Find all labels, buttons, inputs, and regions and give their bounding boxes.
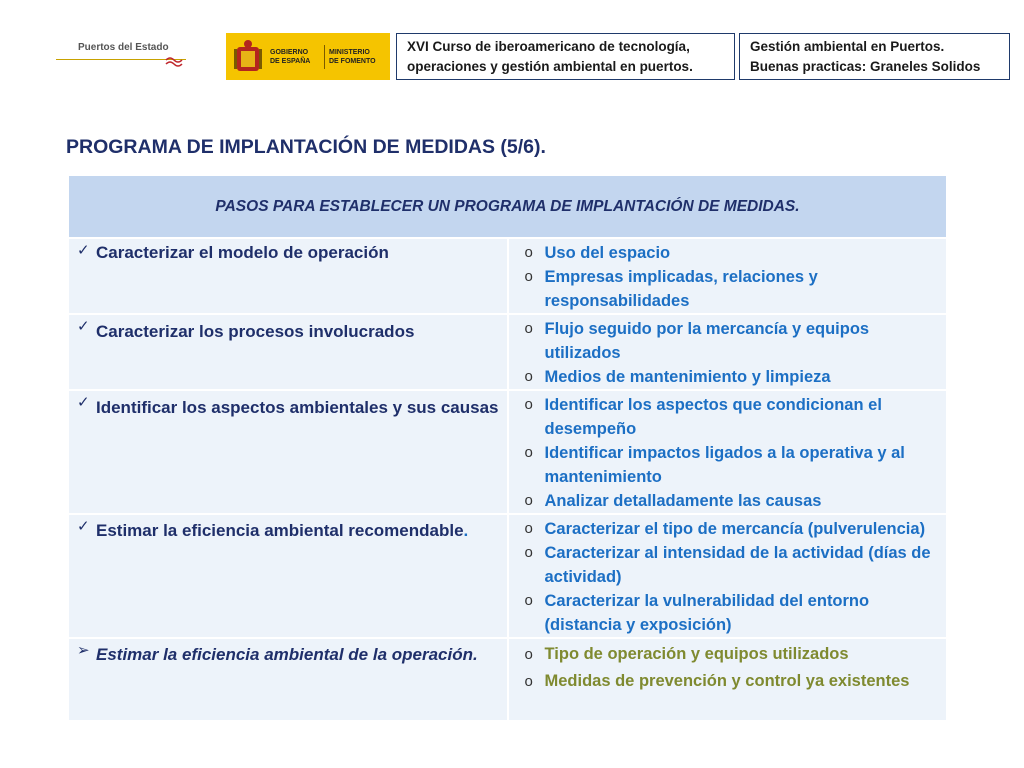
gobierno-text: GOBIERNO DE ESPAÑA xyxy=(270,49,311,65)
gobierno-logo xyxy=(226,33,390,80)
table-header: PASOS PARA ESTABLECER UN PROGRAMA DE IMPLANTACIÓN DE MEDIDAS. xyxy=(69,176,946,238)
list-item: o Analizar detalladamente las causas xyxy=(524,492,822,510)
list-item: o Caracterizar al intensidad de la actividad (días de actividad) xyxy=(524,544,931,586)
steps-table xyxy=(69,176,946,720)
step-label: Caracterizar el modelo de operación xyxy=(96,243,389,262)
step-label: Estimar la eficiencia ambiental recomendable. xyxy=(96,521,469,540)
check-icon: ✓ xyxy=(77,242,90,259)
list-item: o Caracterizar la vulnerabilidad del entorno (distancia y exposición) xyxy=(524,592,870,634)
list-item: o Medios de mantenimiento y limpieza xyxy=(524,368,831,386)
step-label: Estimar la eficiencia ambiental de la operación. xyxy=(96,645,478,664)
table-row xyxy=(69,638,946,720)
topic-box xyxy=(739,33,1010,80)
check-icon: ✓ xyxy=(77,518,90,535)
puertos-del-estado-logo xyxy=(56,38,186,70)
page-title: PROGRAMA DE IMPLANTACIÓN DE MEDIDAS (5/6). xyxy=(66,136,546,158)
table-row xyxy=(69,514,946,638)
check-icon: ✓ xyxy=(77,318,90,335)
table-row xyxy=(69,238,946,314)
check-icon: ✓ xyxy=(77,394,90,411)
list-item: o Uso del espacio xyxy=(524,244,671,262)
course-line-1: XVI Curso de iberoamericano de tecnología, xyxy=(407,39,690,54)
course-box xyxy=(396,33,735,80)
list-item: o Identificar los aspectos que condicionan el desempeño xyxy=(524,396,882,438)
topic-line-1: Gestión ambiental en Puertos. xyxy=(750,39,945,54)
logo-text: Puertos del Estado xyxy=(78,42,169,53)
list-item: o Empresas implicadas, relaciones y responsabilidades xyxy=(524,268,818,310)
table-row xyxy=(69,390,946,514)
list-item: o Caracterizar el tipo de mercancía (pulverulencia) xyxy=(524,520,926,538)
wave-icon xyxy=(164,56,184,68)
course-line-2: operaciones y gestión ambiental en puertos. xyxy=(407,59,693,74)
step-label: Identificar los aspectos ambientales y sus causas xyxy=(96,398,499,417)
coat-of-arms-icon xyxy=(234,39,262,74)
list-item: o Flujo seguido por la mercancía y equipos utilizados xyxy=(524,320,870,362)
step-label: Caracterizar los procesos involucrados xyxy=(96,322,415,341)
table-row xyxy=(69,314,946,390)
arrow-bullet-icon: ➢ xyxy=(77,642,90,659)
list-item: o Identificar impactos ligados a la operativa y al mantenimiento xyxy=(524,444,905,486)
topic-line-2: Buenas practicas: Graneles Solidos xyxy=(750,59,981,74)
list-item: o Tipo de operación y equipos utilizados xyxy=(524,645,849,663)
list-item: o Medidas de prevención y control ya existentes xyxy=(524,672,910,690)
ministerio-text: MINISTERIO DE FOMENTO xyxy=(329,49,376,65)
